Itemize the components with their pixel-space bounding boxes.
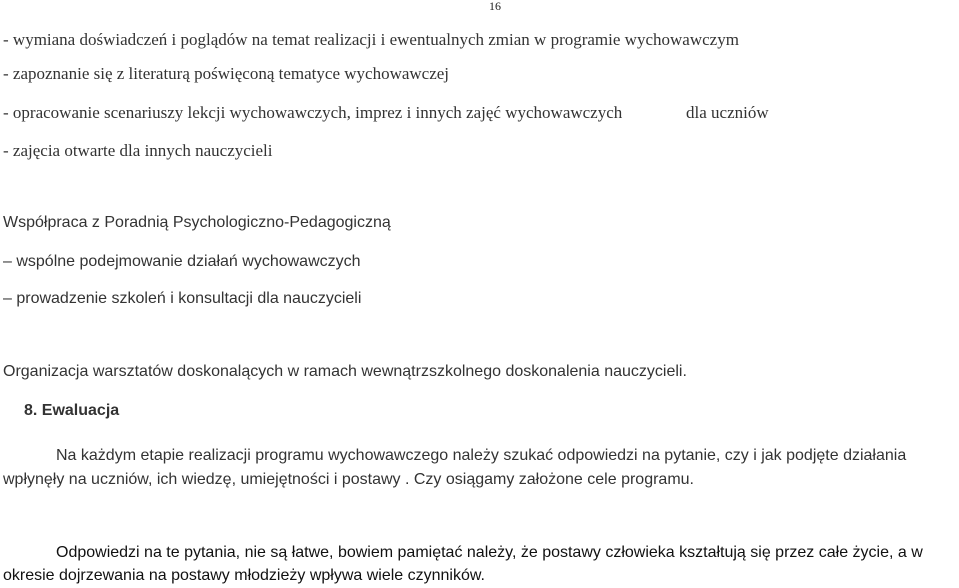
list-item: - wymiana doświadczeń i poglądów na temat realizacji i ewentualnych zmian w programie wychowawczym (3, 30, 739, 49)
list-item: - zapoznanie się z literaturą poświęconą tematyce wychowawczej (3, 64, 450, 83)
paragraph-line: Odpowiedzi na te pytania, nie są łatwe, bowiem pamiętać należy, że postawy człowieka kształtują się przez całe życie, a w (56, 544, 923, 561)
cooperation-item: – wspólne podejmowanie działań wychowawczych (3, 253, 361, 270)
page-number: 16 (489, 0, 501, 13)
section-heading: 8. Ewaluacja (24, 402, 120, 419)
workshops-line: Organizacja warsztatów doskonalących w ramach wewnątrzszkolnego doskonalenia nauczycieli. (3, 363, 687, 380)
cooperation-item: – prowadzenie szkoleń i konsultacji dla nauczycieli (3, 290, 362, 307)
paragraph-line: wpłynęły na uczniów, ich wiedzę, umiejętności i postawy . Czy osiągamy założone cele programu. (3, 471, 694, 488)
paragraph-line: Na każdym etapie realizacji programu wychowawczego należy szukać odpowiedzi na pytanie, czy i jak podjęte działania (56, 447, 907, 464)
list-item: - zajęcia otwarte dla innych nauczycieli (3, 141, 273, 160)
list-item-continuation: dla uczniów (686, 103, 769, 122)
list-item: - opracowanie scenariuszy lekcji wychowawczych, imprez i innych zajęć wychowawczych (3, 103, 623, 122)
cooperation-heading: Współpraca z Poradnią Psychologiczno-Pedagogiczną (3, 214, 391, 231)
paragraph-line: okresie dojrzewania na postawy młodzieży wpływa wiele czynników. (3, 567, 485, 584)
